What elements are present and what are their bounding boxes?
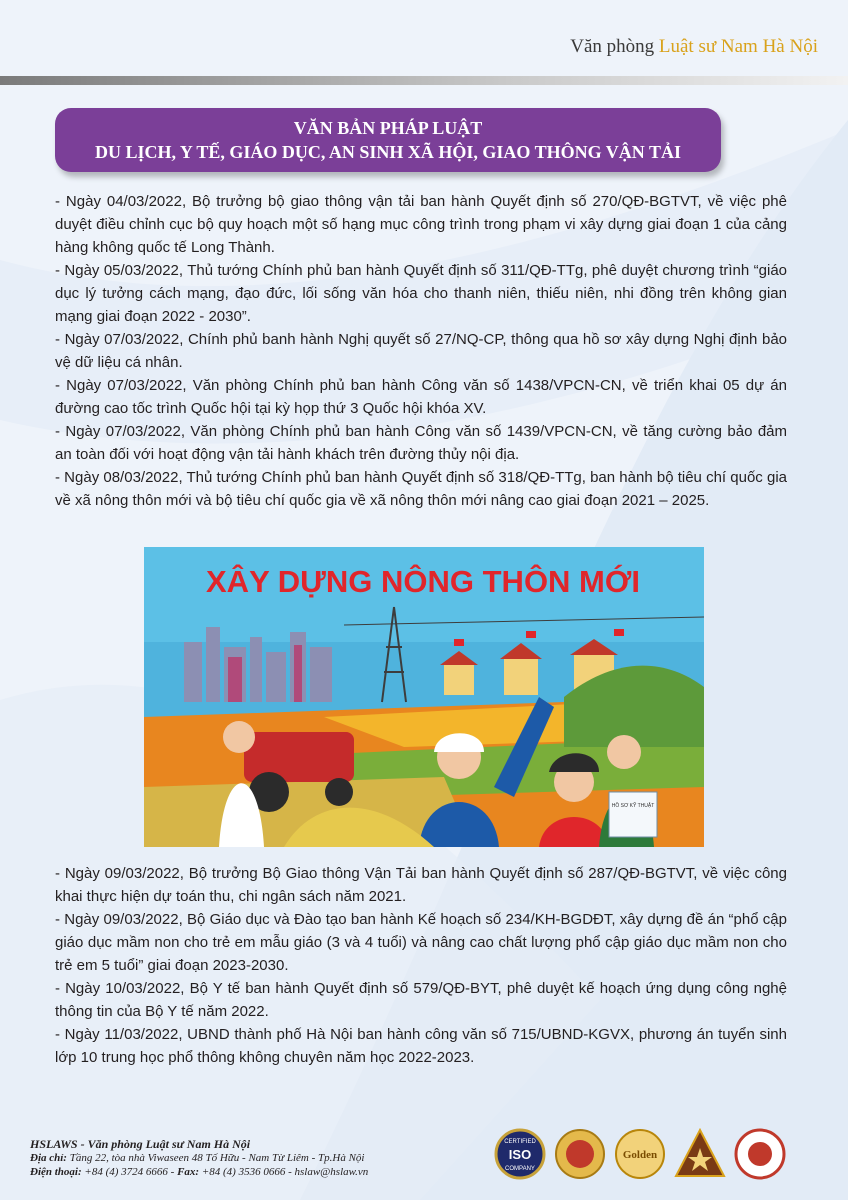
items-bottom [55, 862, 787, 1069]
section-banner [55, 108, 721, 172]
iso-badge-icon [494, 1128, 546, 1180]
news-item: - Ngày 10/03/2022, Bộ Y tế ban hành Quyết định số 579/QĐ-BYT, phê duyệt kế hoạch ứng dụng công nghệ thông tin của Bộ Y tế năm 2022. [55, 980, 787, 1020]
footer-org: HSLAWS - Văn phòng Luật sư Nam Hà Nội [30, 1137, 251, 1151]
news-item: - Ngày 07/03/2022, Chính phủ banh hành Nghị quyết số 27/NQ-CP, thông qua hồ sơ xây dựng Nghị định bảo vệ dữ liệu cá nhân. [55, 331, 787, 371]
news-item: - Ngày 07/03/2022, Văn phòng Chính phủ ban hành Công văn số 1439/VPCN-CN, về tăng cường bảo đảm an toàn đối với hoạt động vận tải hành khách trên đường thủy nội địa. [55, 423, 787, 463]
brand-accent: Luật sư Nam Hà Nội [658, 36, 818, 57]
address-value: Tầng 22, tòa nhà Viwaseen 48 Tố Hữu - Nam Từ Liêm - Tp.Hà Nội [66, 1152, 365, 1164]
news-item: - Ngày 09/03/2022, Bộ trưởng Bộ Giao thông Vận Tải ban hành Quyết định số 287/QĐ-BGTVT, về việc công khai thực hiện dự toán thu, chi ngân sách năm 2021. [55, 865, 787, 905]
news-item: - Ngày 05/03/2022, Thủ tướng Chính phủ ban hành Quyết định số 311/QĐ-TTg, phê duyệt chương trình “giáo dục lý tưởng cách mạng, đạo đức, lối sống văn hóa cho thanh niên, thiếu niên, nhi đồng trên không gian mạng giai đoạn 2022 - 2030”. [55, 262, 787, 325]
star-award-icon [674, 1128, 726, 1180]
fax-value: +84 (4) 3536 0666 - hslaw@hslaw.vn [199, 1166, 369, 1178]
golden-award-icon [614, 1128, 666, 1180]
award-badges [494, 1128, 786, 1180]
new-rural-illustration [144, 547, 704, 847]
award-medal-icon [554, 1128, 606, 1180]
phone-label: Điện thoại: [30, 1166, 82, 1178]
phone-value: +84 (4) 3724 6666 - [81, 1166, 178, 1178]
brand-prefix: Văn phòng [570, 36, 659, 57]
fax-label: Fax: [177, 1166, 200, 1178]
address-label: Địa chỉ: [30, 1152, 67, 1164]
document-label: HỒ SƠ KỸ THUẬT [611, 803, 655, 809]
header-brand [570, 36, 818, 58]
svg-text:CERTIFIED: CERTIFIED [504, 1139, 536, 1145]
banner-line-2: DU LỊCH, Y TẾ, GIÁO DỤC, AN SINH XÃ HỘI, GIAO THÔNG VẬN TẢI [95, 142, 681, 162]
svg-text:Golden: Golden [622, 1149, 658, 1161]
news-item: - Ngày 11/03/2022, UBND thành phố Hà Nội ban hành công văn số 715/UBND-KGVX, phương án tuyển sinh lớp 10 trung học phổ thông không chuyên năm học 2022-2023. [55, 1026, 787, 1066]
items-top [55, 190, 787, 512]
news-item: - Ngày 07/03/2022, Văn phòng Chính phủ ban hành Công văn số 1438/VPCN-CN, về triển khai 05 dự án đường cao tốc trình Quốc hội tại kỳ họp thứ 3 Quốc hội khóa XV. [55, 377, 787, 417]
svg-text:ISO: ISO [508, 1147, 532, 1162]
news-item: - Ngày 09/03/2022, Bộ Giáo dục và Đào tạo ban hành Kế hoạch số 234/KH-BGDĐT, xây dựng đề án “phổ cập giáo dục mầm non cho trẻ em mẫu giáo (3 và 4 tuổi) và nâng cao chất lượng phổ cập giáo dục mầm non cho trẻ em 5 tuổi” giai đoạn 2023-2030. [55, 911, 787, 974]
banner-line-1: VĂN BẢN PHÁP LUẬT [293, 118, 483, 138]
news-item: - Ngày 08/03/2022, Thủ tướng Chính phủ ban hành Quyết định số 318/QĐ-TTg, ban hành bộ tiêu chí quốc gia về xã nông thôn mới và bộ tiêu chí quốc gia về xã nông thôn mới nâng cao giai đoạn 2021 – 2025. [55, 469, 787, 509]
header-rule [0, 76, 848, 85]
brand-award-icon [734, 1128, 786, 1180]
illustration-title: XÂY DỰNG NÔNG THÔN MỚI [206, 564, 640, 599]
footer [30, 1137, 368, 1179]
footer-contact [30, 1165, 368, 1179]
svg-text:COMPANY: COMPANY [505, 1166, 535, 1172]
news-item: - Ngày 04/03/2022, Bộ trưởng bộ giao thông vận tải ban hành Quyết định số 270/QĐ-BGTVT, về việc phê duyệt điều chỉnh cục bộ quy hoạch một số hạng mục công trình trong phạm vi xây dựng giai đoạn 1 của cảng hàng không quốc tế Long Thành. [55, 193, 787, 256]
footer-address [30, 1151, 368, 1165]
